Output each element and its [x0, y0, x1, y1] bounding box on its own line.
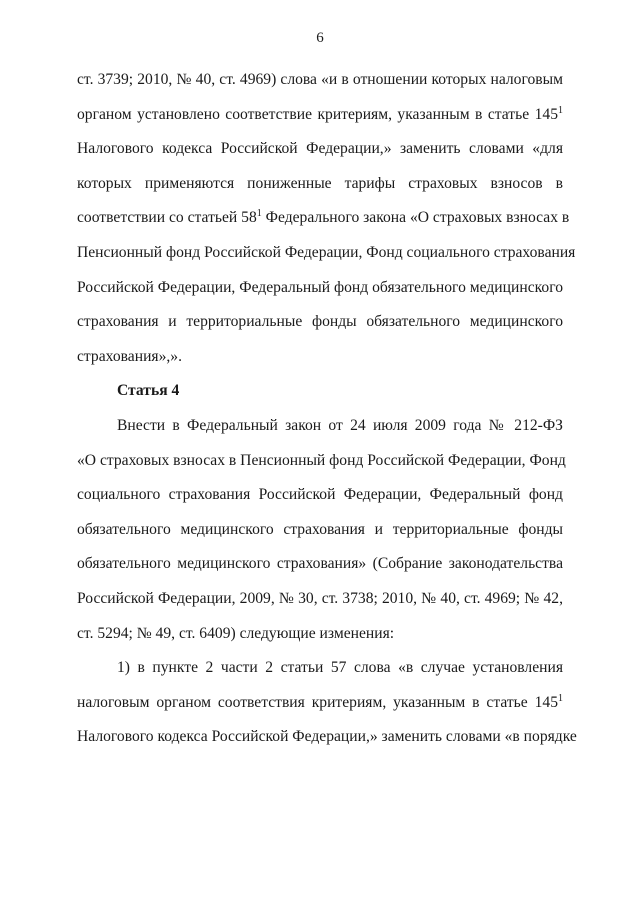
- text-line: «О страховых взносах в Пенсионный фонд Российской Федерации, Фонд: [77, 451, 566, 469]
- text-span: соответствии со статьей 58: [77, 209, 257, 227]
- page-number: 6: [316, 30, 324, 46]
- text-line: страхования»,».: [77, 347, 182, 365]
- article-heading: Статья 4: [117, 382, 180, 400]
- text-line: [77, 201, 570, 236]
- superscript: 1: [558, 692, 563, 704]
- text-line: страхования и территориальные фонды обязательного медицинского: [77, 313, 563, 331]
- text-line: Российской Федерации, 2009, № 30, ст. 3738; 2010, № 40, ст. 4969; № 42,: [77, 589, 563, 607]
- text-line: которых применяются пониженные тарифы страховых взносов в: [77, 174, 563, 192]
- text-line: Налогового кодекса Российской Федерации,» заменить словами «для: [77, 140, 563, 158]
- text-line: Российской Федерации, Федеральный фонд обязательного медицинского: [77, 278, 563, 296]
- text-line: Налогового кодекса Российской Федерации,» заменить словами «в порядке: [77, 728, 577, 746]
- text-line: обязательного медицинского страхования» (Собрание законодательства: [77, 555, 563, 573]
- text-line: ст. 5294; № 49, ст. 6409) следующие изменения:: [77, 624, 395, 642]
- text-span: налоговым органом соответствия критериям, указанным в статье 145: [77, 693, 558, 711]
- text-line: [77, 98, 563, 133]
- text-line: [77, 686, 563, 721]
- document-body: [77, 63, 577, 755]
- text-line: социального страхования Российской Федерации, Федеральный фонд: [77, 486, 563, 504]
- text-line: Пенсионный фонд Российской Федерации, Фонд социального страхования: [77, 243, 576, 261]
- superscript: 1: [256, 208, 262, 220]
- text-line: Внести в Федеральный закон от 24 июля 2009 года № 212-ФЗ: [117, 416, 563, 434]
- text-line: 1) в пункте 2 части 2 статьи 57 слова «в случае установления: [117, 659, 563, 677]
- text-line: обязательного медицинского страхования и территориальные фонды: [77, 520, 563, 538]
- text-span: органом установлено соответствие критериям, указанным в статье 145: [77, 105, 558, 123]
- text-line: ст. 3739; 2010, № 40, ст. 4969) слова «и в отношении которых налоговым: [77, 71, 563, 88]
- text-span: Федерального закона «О страховых взносах в: [261, 209, 570, 227]
- superscript: 1: [558, 104, 563, 116]
